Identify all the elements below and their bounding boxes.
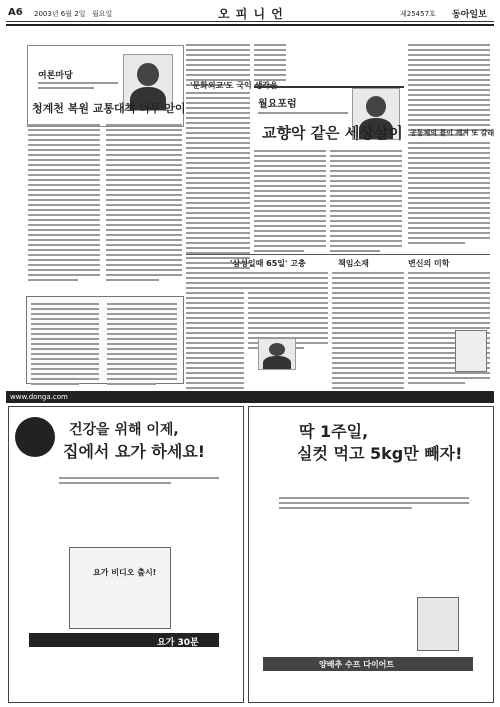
page-number: A6: [8, 7, 23, 18]
cartoon-illustration: [455, 330, 487, 372]
ad-yoga-headline-2: 집에서 요가 하세요!: [63, 442, 206, 461]
issue-weekday: 월요일: [92, 10, 113, 18]
paper-name: 동아일보: [452, 10, 487, 20]
ad-yoga-copy: [59, 477, 219, 487]
ad-diet-headline-1: 딱 1주일,: [299, 422, 369, 441]
forum-headline: 교향악 같은 세상살이: [262, 124, 403, 142]
ad-yoga-headline-1: 건강을 위해 이제,: [69, 422, 179, 438]
right-subhead: 공동체의 틀이 깨져 또 갈래: [410, 129, 495, 137]
lower-col3-title: 변신의 미학: [408, 259, 450, 268]
lower-col1-title: '삼성일때 65일' 고충: [230, 259, 306, 268]
lower-col1-text: [186, 272, 244, 397]
footer-url: www.donga.com: [10, 393, 68, 401]
byline-text: [38, 82, 118, 92]
section-divider: [186, 254, 490, 255]
edition-number: 제25457호: [400, 10, 436, 18]
ad-yoga-badge: [15, 417, 55, 457]
ad-yoga: [8, 406, 244, 703]
left-body-text: [28, 124, 100, 284]
forum-body-text: [254, 150, 326, 255]
section-title: 오 피 니 언: [218, 7, 284, 21]
forum-body-text-2: [330, 150, 402, 255]
header-rule: [6, 21, 494, 22]
left-body-text-2: [106, 124, 182, 284]
lower-col2-text: [332, 272, 404, 397]
ad-diet: [248, 406, 494, 703]
ad-yoga-product-box: [69, 547, 171, 629]
header-bar: [6, 24, 494, 26]
forum-label: 월요포럼: [258, 99, 297, 110]
ad-diet-headline-2: 실컷 먹고 5kg만 빼자!: [297, 444, 463, 463]
info-table: [26, 296, 184, 384]
footer-strip: [6, 391, 494, 403]
right-top-text: [408, 44, 490, 139]
lower-col2-title: 책임소재: [338, 259, 369, 268]
forum-byline: [258, 112, 348, 117]
ad-yoga-product: 요가 비디오 출시!: [93, 568, 157, 577]
left-headline: 청계천 복원 교통대책 너무 안이: [32, 102, 186, 115]
columnist-photo: [258, 338, 296, 370]
ad-yoga-badge-text: 요가 30분: [157, 638, 199, 648]
series-label: 여론마당: [38, 71, 73, 81]
right-body-text: [408, 142, 490, 247]
issue-date: 2003년 6월 2일: [34, 10, 86, 18]
ad-diet-copy: [279, 497, 469, 512]
center-subhead: '문화외교'도 국익 생각을: [190, 81, 278, 90]
ad-diet-brand: 양배추 수프 다이어트: [319, 660, 395, 669]
ad-diet-book-cover: [417, 597, 459, 651]
